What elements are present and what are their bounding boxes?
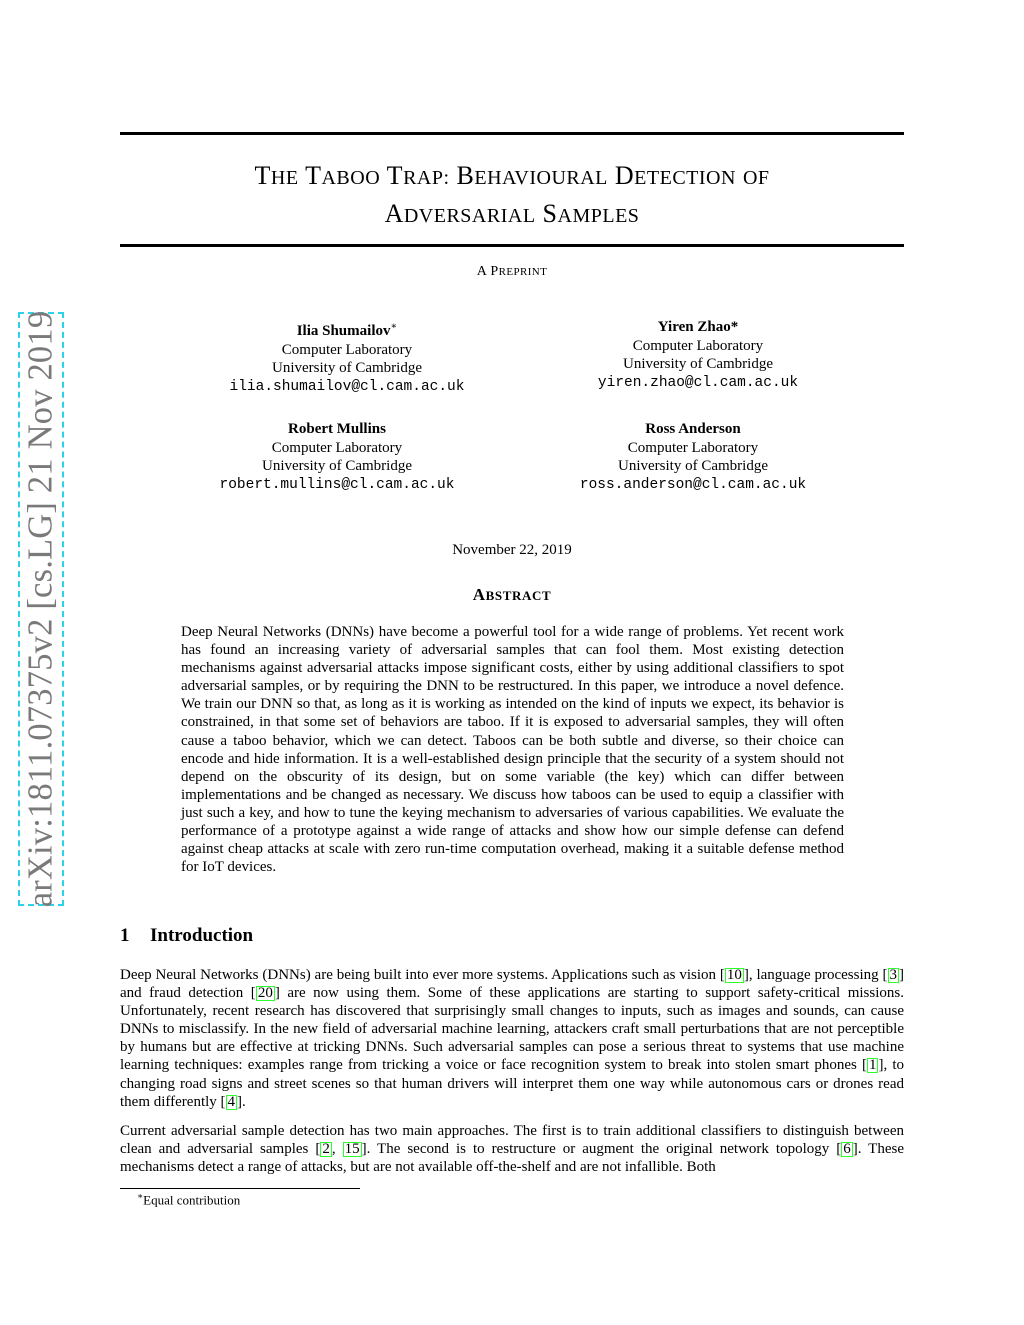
section-title: Introduction xyxy=(150,925,254,946)
author-institution: University of Cambridge xyxy=(272,360,422,376)
section-number: 1 xyxy=(120,925,130,946)
citation-link[interactable]: 1 xyxy=(868,1057,877,1074)
author-department: Computer Laboratory xyxy=(281,341,413,358)
footnote: ∗Equal contribution xyxy=(137,1191,241,1208)
citation-link[interactable]: 4 xyxy=(227,1093,236,1110)
author-institution: University of Cambridge xyxy=(618,458,768,474)
citation-link[interactable]: 3 xyxy=(889,967,897,983)
section-heading xyxy=(120,925,253,947)
author-department: Computer Laboratory xyxy=(271,439,403,456)
author-email[interactable]: robert.mullins@cl.cam.ac.uk xyxy=(219,476,455,493)
citation-link[interactable]: 15 xyxy=(344,1141,360,1158)
author-department: Computer Laboratory xyxy=(627,439,759,456)
citation-link[interactable]: 10 xyxy=(726,967,742,983)
author-name: Ilia Shumailov∗ xyxy=(296,321,398,339)
title-line-1: THE TABOO TRAP: BEHAVIOURAL DETECTION OF xyxy=(254,161,770,190)
paper-title xyxy=(120,158,904,234)
author-email[interactable]: ilia.shumailov@cl.cam.ac.uk xyxy=(229,378,465,395)
author-block xyxy=(167,318,527,396)
publication-date: November 22, 2019 xyxy=(452,542,572,558)
footnote-rule xyxy=(120,1188,360,1189)
preprint-label: A PREPRINT xyxy=(476,264,548,279)
abstract-heading: ABSTRACT xyxy=(472,585,552,604)
author-block xyxy=(518,318,878,392)
author-institution: University of Cambridge xyxy=(262,458,412,474)
title-line-2: ADVERSARIAL SAMPLES xyxy=(384,199,640,228)
citation-link[interactable]: 6 xyxy=(843,1141,851,1158)
author-institution: University of Cambridge xyxy=(623,356,773,372)
author-block xyxy=(157,420,517,494)
author-block xyxy=(513,420,873,494)
author-name: Ross Anderson xyxy=(645,421,741,437)
arxiv-identifier[interactable]: arXiv:1811.07375v2 [cs.LG] 21 Nov 2019 xyxy=(21,310,60,908)
intro-paragraph: Deep Neural Networks (DNNs) are being built into ever more systems. Applications such as vision [ 10 ], language processing [ 3 ] and fraud detection [ 20 ] are now using them. Some of these applications are starting to support safety-critical missions. Unfortunately, recent research has discovered that surprisingly small changes to inputs, such as images and sounds, can cause DNNs to misclassify. In the new field of adversarial machine learning, attackers craft small perturbations that are not perceptible by humans but are effective at tricking DNNs. Such adversarial samples can pose a serious threat to systems that use machine learning techniques: examples range from tricking a voice or face recognition system to break into stolen smart phones [ 1 ], to changing road signs and street scenes so that human drivers will interpret them one way while autonomous cars or drones read them differently [ 4 ]. xyxy=(120,967,904,1110)
author-department: Computer Laboratory xyxy=(632,337,764,354)
author-name: Robert Mullins xyxy=(288,421,386,437)
abstract-text: Deep Neural Networks (DNNs) have become a powerful tool for a wide range of problems. Yet recent work has found an increasing variety of adversarial samples that can fool them. Most existing detection mechanisms against adversarial attacks impose significant costs, either by using additional classifiers to spot adversarial samples, or by requiring the DNN to be restructured. In this paper, we introduce a novel defence. We train our DNN so that, as long as it is working as intended on the kind of inputs we expect, its behavior is constrained, in that some set of behaviors are taboo. If it is exposed to adversarial samples, they will often cause a taboo behavior, which we can detect. Taboos can be both subtle and diverse, so their choice can encode and hide information. It is a well-established design principle that the security of a system should not depend on the obscurity of its design, but on some variable (the key) which can differ between implementations and be changed as necessary. We discuss how taboos can be used to equip a classifier with just such a key, and how to tune the keying mechanism to adversaries of various capabilities. We evaluate the performance of a prototype against a wide range of attacks and show how our simple defense can defend against cheap attacks at scale with zero run-time computation overhead, making it a suitable defense method for IoT devices. xyxy=(181,624,844,876)
citation-link[interactable]: 20 xyxy=(257,985,273,1002)
intro-paragraph: Current adversarial sample detection has two main approaches. The first is to train additional classifiers to distinguish between clean and adversarial samples [ 2 , 15 ]. The second is to restructure or augment the original network topology [ 6 ]. These mechanisms detect a range of attacks, but are not available off-the-shelf and are not infallible. Both xyxy=(120,1123,904,1176)
title-bottom-rule xyxy=(120,244,904,247)
citation-link[interactable]: 2 xyxy=(322,1141,330,1158)
author-email[interactable]: ross.anderson@cl.cam.ac.uk xyxy=(579,476,807,493)
author-email[interactable]: yiren.zhao@cl.cam.ac.uk xyxy=(597,374,799,391)
title-top-rule xyxy=(120,132,904,135)
author-name: Yiren Zhao* xyxy=(657,319,739,335)
